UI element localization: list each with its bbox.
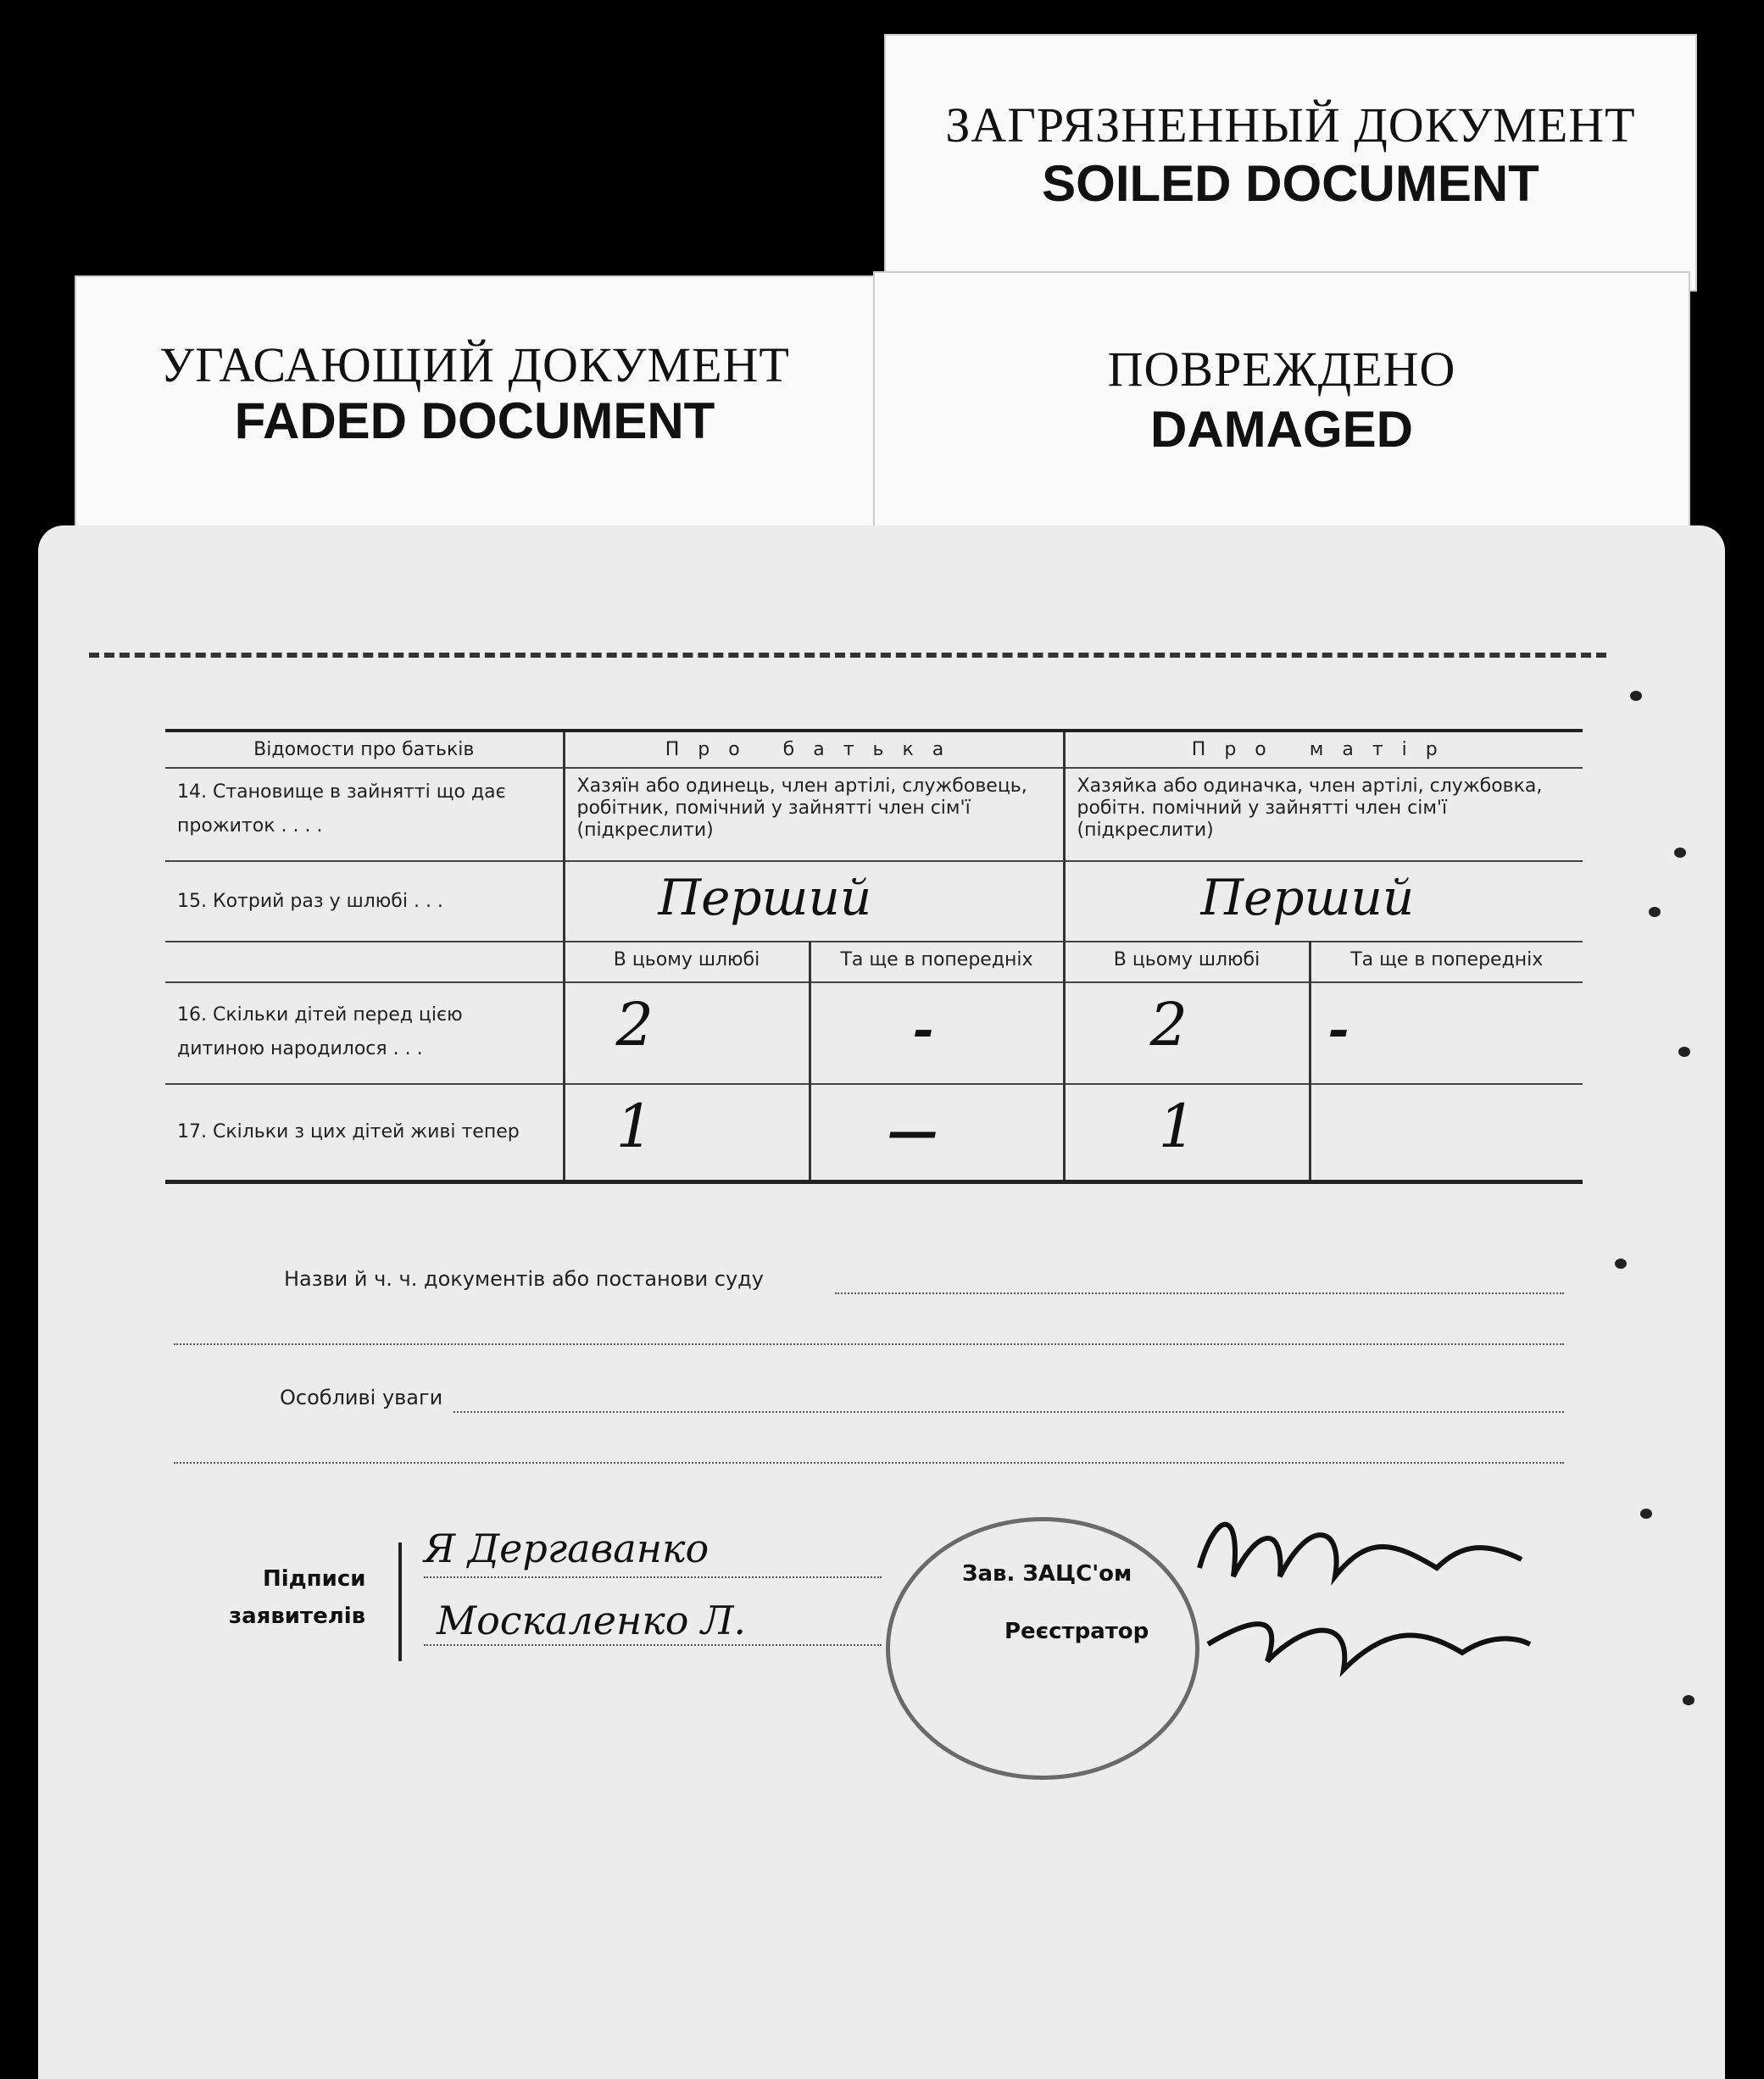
perforation-line: [89, 653, 1606, 658]
applicants-signatures-label-2: заявителів: [229, 1604, 366, 1629]
soiled-label-ru: ЗАГРЯЗНЕННЫЙ ДОКУМЕНТ: [945, 97, 1636, 153]
table-row-16: [165, 982, 1583, 1084]
row16-label: 16. Скільки дітей перед цією дитиною народилося . . .: [165, 982, 564, 1084]
row16-mother-this: 2: [1064, 982, 1310, 1084]
registry-head-label: Зав. ЗАЦС'ом: [962, 1561, 1132, 1587]
faded-label-en: FADED DOCUMENT: [234, 392, 715, 449]
header-about-mother: Про матір: [1191, 739, 1456, 760]
punch-hole: [1640, 1509, 1652, 1519]
form-paper: [38, 525, 1725, 2079]
punch-hole: [1649, 907, 1661, 917]
faded-document-label: [75, 275, 875, 533]
header-about-father: Про батька: [564, 731, 1064, 768]
row17-mother-this: 1: [1064, 1084, 1310, 1181]
applicant-1-signature: Я Дергаванко: [424, 1526, 709, 1571]
punch-hole: [1615, 1259, 1627, 1269]
table-subheader-row: [165, 942, 1583, 982]
subheader-empty: [165, 942, 564, 982]
row17-mother-prev: [1310, 1084, 1583, 1181]
applicant-2-dotted-line: [424, 1644, 882, 1646]
documents-label: Назви й ч. ч. документів або постанови суду: [284, 1267, 764, 1291]
subheader-mother-prev: Та ще в попередніх: [1350, 949, 1544, 970]
row15-label: 15. Котрий раз у шлюбі . . .: [165, 861, 564, 942]
damaged-label-en: DAMAGED: [1150, 401, 1413, 458]
remarks-dotted-line: [454, 1411, 1564, 1413]
signature-bracket: [398, 1543, 407, 1661]
table-row-17: [165, 1084, 1583, 1181]
punch-hole: [1683, 1695, 1694, 1705]
row14-label: 14. Становище в зайнятті що дає прожиток . . . .: [165, 768, 564, 861]
damaged-document-label: [873, 271, 1690, 546]
subheader-mother-this: В цьому шлюбі: [1064, 942, 1310, 982]
registrar-label: Реєстратор: [1004, 1619, 1149, 1644]
table-row-15: [165, 861, 1583, 942]
official-stamp: [886, 1517, 1199, 1780]
header-parents-info: Відомости про батьків: [165, 731, 564, 768]
row17-father-this: 1: [564, 1084, 810, 1181]
subheader-father-this: В цьому шлюбі: [564, 942, 810, 982]
remarks-dotted-line-2: [174, 1462, 1564, 1464]
punch-hole: [1630, 691, 1642, 701]
documents-line: [174, 1267, 1589, 1291]
row17-father-prev: —: [810, 1084, 1064, 1181]
remarks-label: Особливі уваги: [280, 1386, 443, 1409]
applicants-signatures-label: Підписи: [263, 1566, 366, 1592]
damaged-label-ru: ПОВРЕЖДЕНО: [1107, 342, 1456, 397]
row14-mother: Хазяйка або одиначка, член артілі, службовка, робітн. помічний у зайнятті член сім'ї (підкреслити): [1077, 775, 1543, 841]
row15-father-handwriting: Перший: [564, 861, 1064, 942]
documents-dotted-line: [835, 1292, 1564, 1294]
punch-hole: [1674, 848, 1686, 858]
applicant-2-signature: Москаленко Л.: [437, 1598, 747, 1643]
documents-dotted-line-2: [174, 1343, 1564, 1345]
subheader-father-prev: Та ще в попередніх: [810, 942, 1064, 982]
faded-label-ru: УГАСАЮЩИЙ ДОКУМЕНТ: [159, 337, 790, 392]
row16-father-this: 2: [564, 982, 810, 1084]
table-header-row: [165, 731, 1583, 768]
row17-label: 17. Скільки з цих дітей живі тепер: [165, 1084, 564, 1181]
row16-mother-prev: -: [1327, 1000, 1349, 1059]
applicant-1-dotted-line: [424, 1576, 882, 1578]
soiled-document-label: [884, 34, 1697, 292]
official-signatures: [1182, 1492, 1539, 1695]
row16-father-prev: -: [810, 982, 1064, 1084]
punch-hole: [1678, 1047, 1690, 1057]
remarks-line: [174, 1386, 1589, 1409]
soiled-label-en: SOILED DOCUMENT: [1042, 155, 1539, 212]
parents-info-table: [165, 729, 1583, 1184]
table-row-14: [165, 768, 1583, 861]
row14-father: Хазяїн або одинець, член артілі, службовець, робітник, помічний у зайнятті член сім'ї (підкреслити): [564, 768, 1064, 861]
row15-mother-handwriting: Перший: [1200, 869, 1415, 926]
